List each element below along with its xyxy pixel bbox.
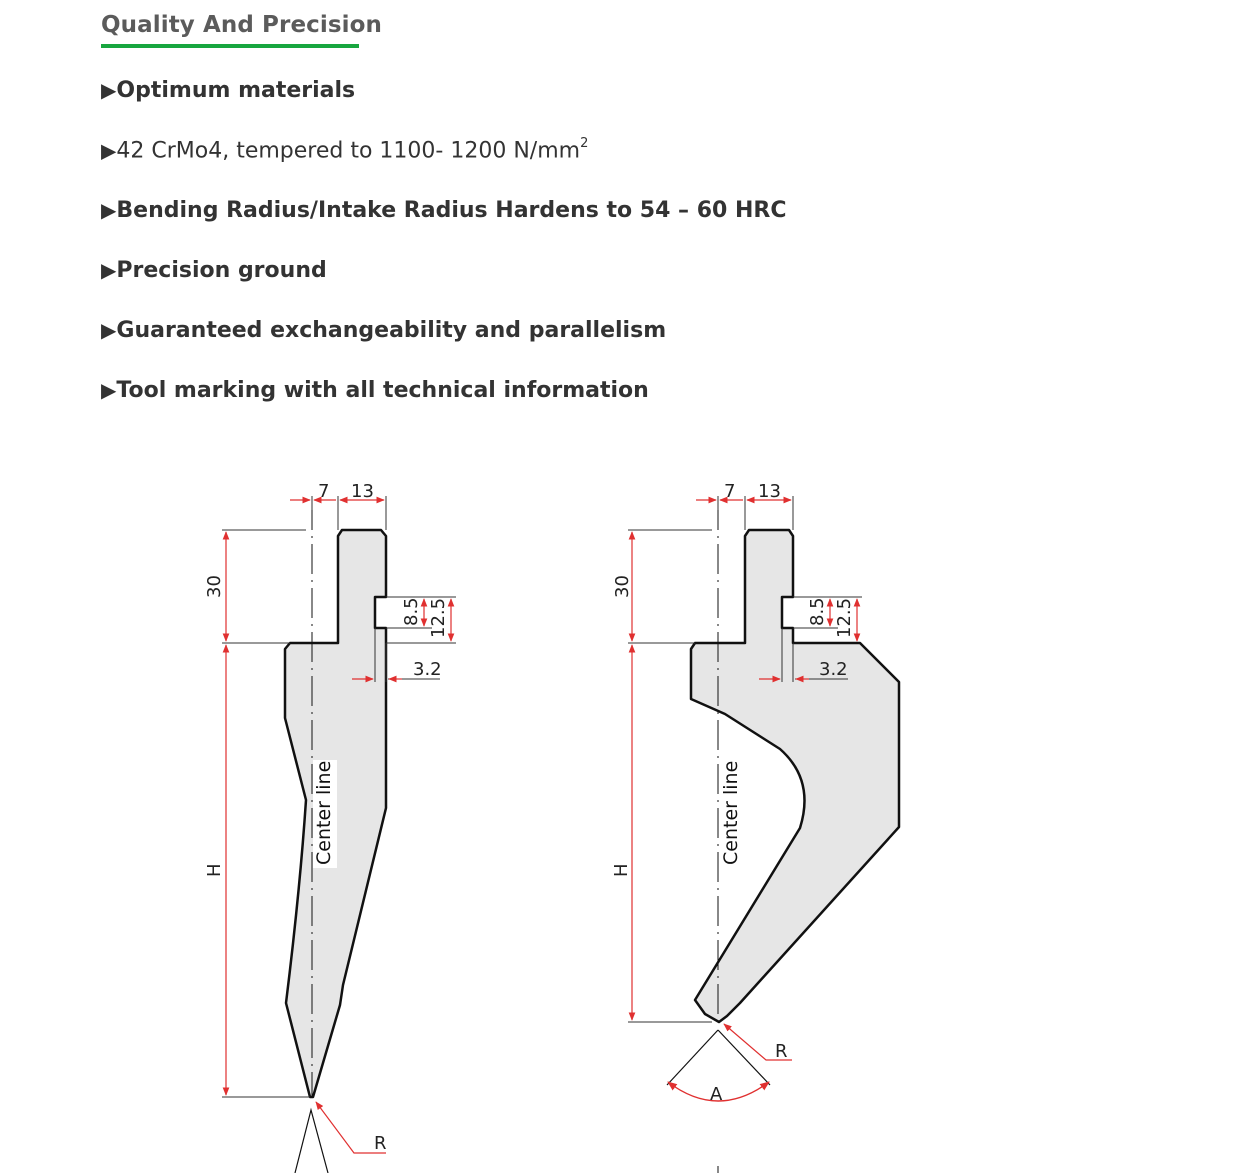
left-dim-30: 30 bbox=[204, 575, 225, 598]
right-dim-30: 30 bbox=[612, 575, 633, 598]
left-center-line-label: Center line bbox=[313, 760, 335, 865]
right-center-line-label: Center line bbox=[720, 760, 742, 865]
left-dim-h: H bbox=[204, 863, 225, 877]
bullet-triangle-icon: ▶ bbox=[101, 78, 117, 102]
feature-text: Tool marking with all technical information bbox=[116, 378, 649, 403]
left-dim-8-5: 8.5 bbox=[401, 597, 422, 626]
right-punch-drawing bbox=[611, 481, 899, 1173]
right-dim-3-2: 3.2 bbox=[819, 659, 848, 680]
right-dim-13: 13 bbox=[758, 481, 781, 502]
left-dim-7: 7 bbox=[318, 481, 330, 502]
bullet-triangle-icon: ▶ bbox=[101, 138, 117, 163]
right-radius-label: R bbox=[775, 1041, 788, 1062]
bullet-triangle-icon: ▶ bbox=[101, 378, 117, 402]
right-dim-12-5: 12.5 bbox=[834, 597, 855, 638]
section-title: Quality And Precision bbox=[101, 12, 383, 38]
bullet-triangle-icon: ▶ bbox=[101, 258, 117, 282]
right-dim-8-5: 8.5 bbox=[807, 597, 828, 626]
feature-text: Bending Radius/Intake Radius Hardens to 54 – 60 HRC bbox=[116, 198, 787, 223]
superscript: 2 bbox=[580, 136, 589, 151]
bullet-triangle-icon: ▶ bbox=[101, 318, 117, 342]
left-dim-13: 13 bbox=[351, 481, 374, 502]
left-dim-3-2: 3.2 bbox=[413, 659, 442, 680]
feature-text: Precision ground bbox=[116, 258, 327, 283]
right-dim-7: 7 bbox=[724, 481, 736, 502]
bullet-triangle-icon: ▶ bbox=[101, 198, 117, 222]
feature-text: Guaranteed exchangeability and parallelism bbox=[116, 318, 667, 343]
right-dim-h: H bbox=[611, 863, 632, 877]
feature-text: Optimum materials bbox=[116, 78, 356, 103]
feature-text: 42 CrMo4, tempered to 1100- 1200 N/mm bbox=[116, 138, 581, 164]
right-angle-label: A bbox=[710, 1084, 723, 1105]
left-punch-drawing bbox=[204, 481, 456, 1173]
left-radius-label: R bbox=[374, 1133, 387, 1154]
left-dim-12-5: 12.5 bbox=[428, 597, 449, 638]
